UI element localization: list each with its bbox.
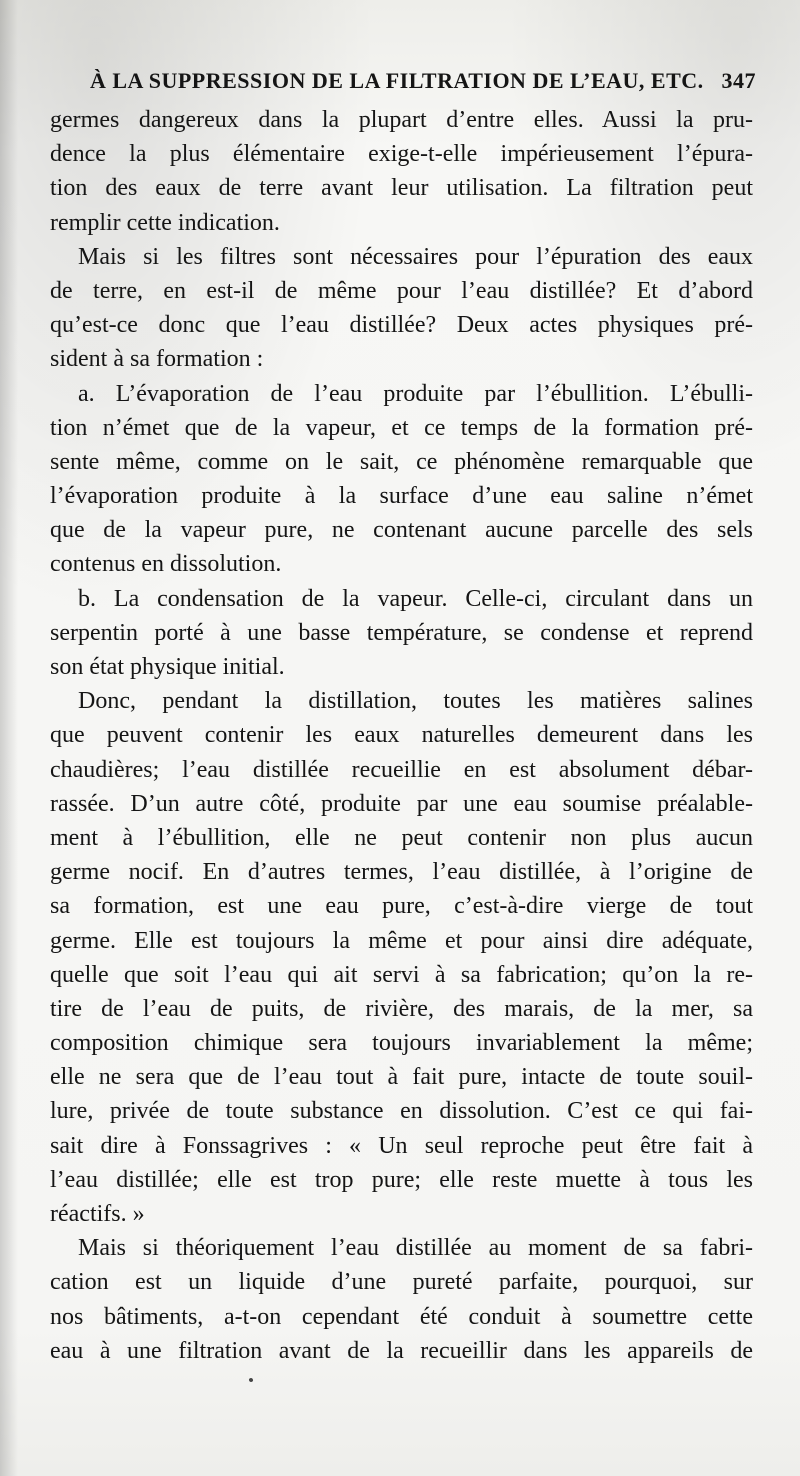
text-line: que peuvent contenir les eaux naturelles demeurent dans les [50,722,753,749]
text-line: chaudières; l’eau distillée recueillie en est absolument débar- [50,756,753,783]
text-line: elle ne sera que de l’eau tout à fait pure, intacte de toute souil- [50,1064,753,1091]
text-line: dence la plus élémentaire exige-t-elle impérieusement l’épura- [50,141,753,168]
text-line: germe. Elle est toujours la même et pour ainsi dire adéquate, [50,927,753,954]
text-line: b. La condensation de la vapeur. Celle-ci, circulant dans un [78,585,753,612]
text-line: a. L’évaporation de l’eau produite par l’ébullition. L’ébulli- [78,380,753,407]
text-line: de terre, en est-il de même pour l’eau distillée? Et d’abord [50,277,753,304]
text-line: remplir cette indication. [50,209,280,236]
text-line: germes dangereux dans la plupart d’entre elles. Aussi la pru- [50,107,753,133]
text-line: sident à sa formation : [50,346,264,373]
text-line: rassée. D’un autre côté, produite par une eau soumise préalable- [50,790,753,817]
text-line: tion des eaux de terre avant leur utilisation. La filtration peut [50,175,753,202]
text-line: sait dire à Fonssagrives : « Un seul reproche peut être fait à [50,1132,753,1159]
text-line: sente même, comme on le sait, ce phénomène remarquable que [50,448,753,475]
ink-speck [248,1377,253,1382]
page-number: 347 [721,68,756,93]
running-head: À LA SUPPRESSION DE LA FILTRATION DE L’EAU, ETC. [90,68,704,93]
text-line: quelle que soit l’eau qui ait servi à sa fabrication; qu’on la re- [50,961,753,988]
text-line: tire de l’eau de puits, de rivière, des marais, de la mer, sa [50,995,753,1022]
text-line: son état physique initial. [50,654,285,680]
text-line: que de la vapeur pure, ne contenant aucune parcelle des sels [50,517,753,544]
text-line: Donc, pendant la distillation, toutes les matières salines [78,688,753,715]
body-text [50,103,753,1368]
text-line: Mais si les filtres sont nécessaires pour l’épuration des eaux [78,243,753,270]
text-line: lure, privée de toute substance en dissolution. C’est ce qui fai- [50,1098,753,1125]
text-line: composition chimique sera toujours invariablement la même; [50,1030,753,1057]
text-line: serpentin porté à une basse température, se condense et reprend [50,619,753,646]
text-line: l’évaporation produite à la surface d’une eau saline n’émet [50,483,753,510]
text-line: nos bâtiments, a-t-on cependant été conduit à soumettre cette [50,1303,753,1330]
page-header [90,64,756,98]
text-line: Mais si théoriquement l’eau distillée au moment de sa fabri- [78,1235,753,1262]
text-line: réactifs. » [50,1201,145,1227]
text-line: qu’est-ce donc que l’eau distillée? Deux actes physiques pré- [50,312,753,339]
text-line: ment à l’ébullition, elle ne peut contenir non plus aucun [50,824,753,851]
text-line: contenus en dissolution. [50,551,282,578]
page-edge-shadow [0,0,18,1476]
text-line: germe nocif. En d’autres termes, l’eau distillée, à l’origine de [50,859,753,886]
text-line: eau à une filtration avant de la recueillir dans les appareils de [50,1337,753,1364]
text-line: cation est un liquide d’une pureté parfaite, pourquoi, sur [50,1269,753,1296]
text-line: sa formation, est une eau pure, c’est-à-dire vierge de tout [50,893,753,920]
text-line: l’eau distillée; elle est trop pure; elle reste muette à tous les [50,1166,753,1193]
text-line: tion n’émet que de la vapeur, et ce temps de la formation pré- [50,414,753,441]
